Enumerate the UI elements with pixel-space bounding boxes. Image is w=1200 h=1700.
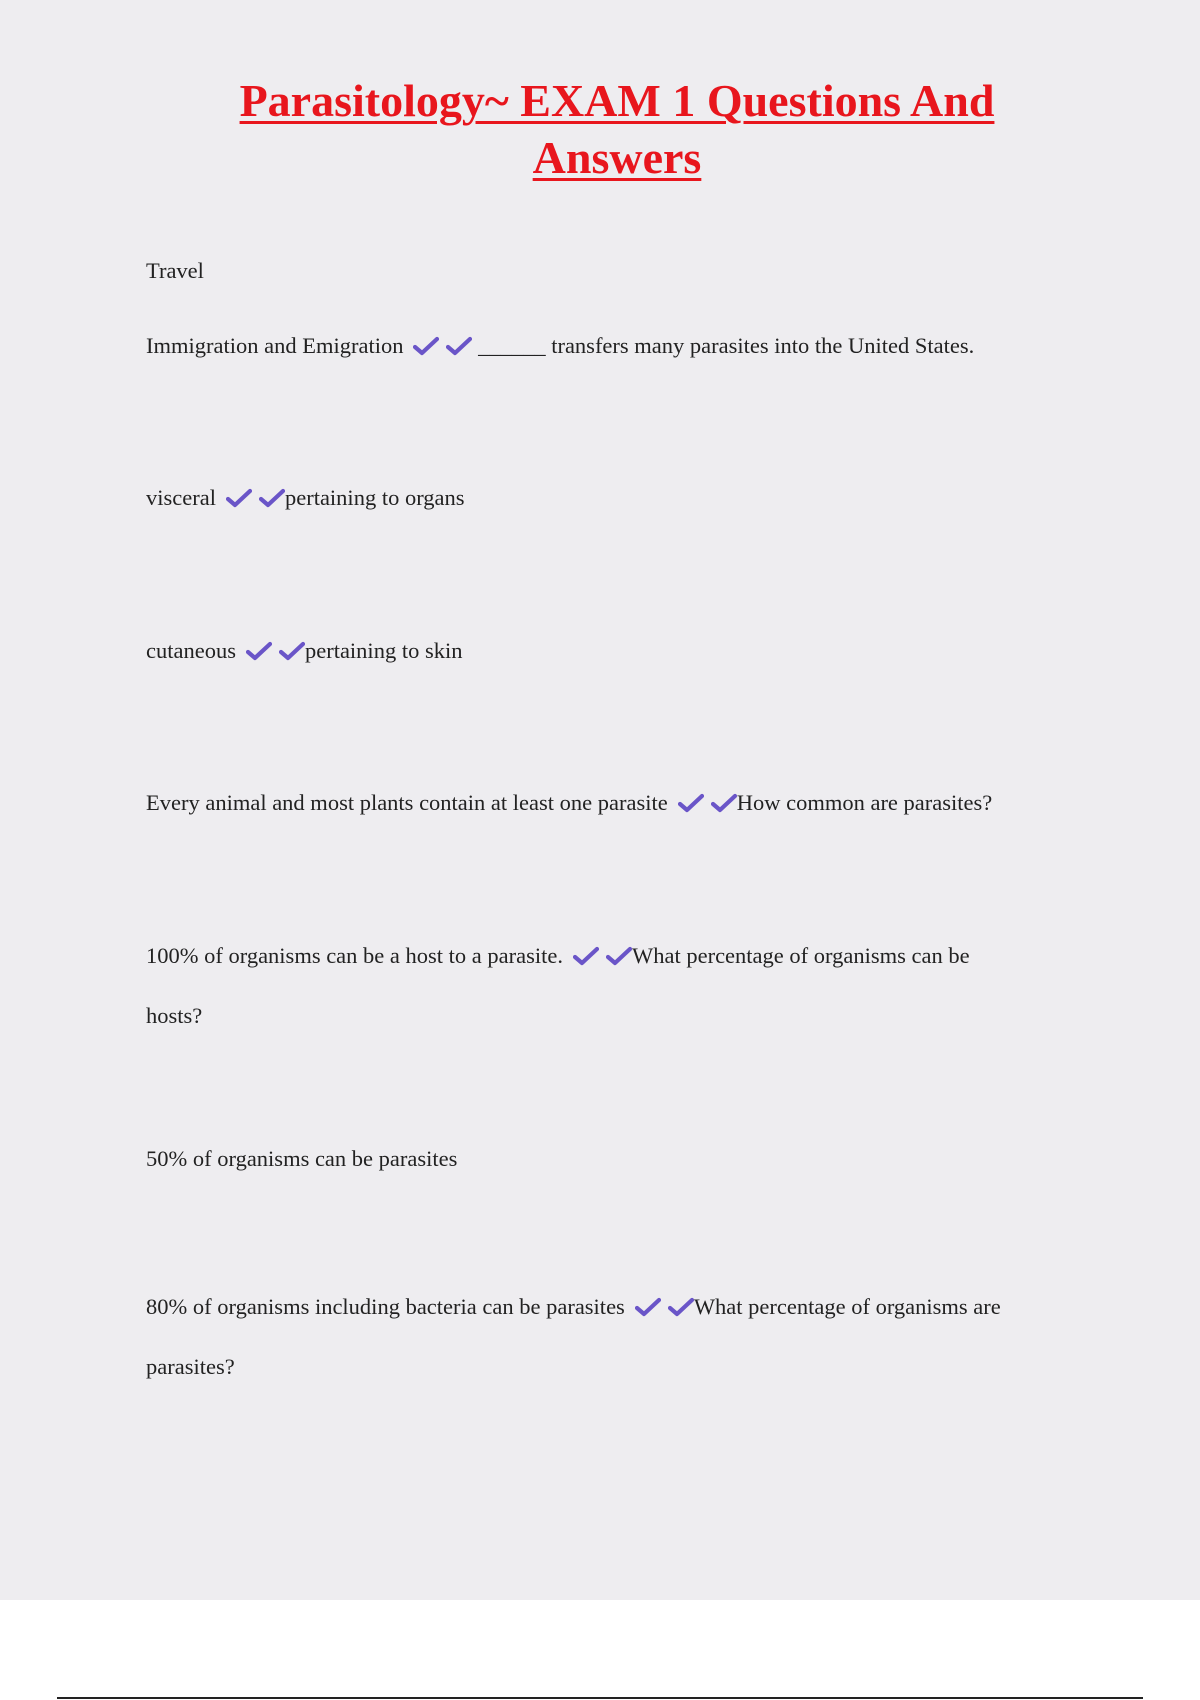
entry-question: How common are parasites? bbox=[736, 790, 993, 815]
entry-cutaneous bbox=[146, 636, 462, 666]
entry-fifty-percent bbox=[146, 1144, 457, 1174]
entry-question: ______ transfers many parasites into the United States. bbox=[478, 333, 975, 358]
document-title bbox=[0, 72, 1200, 186]
checkmark-icon bbox=[573, 946, 599, 966]
entry-answer: visceral bbox=[146, 485, 216, 510]
title-line-2: Answers bbox=[532, 132, 702, 183]
checkmark-icon bbox=[668, 1297, 694, 1317]
entry-question: What percentage of organisms are bbox=[693, 1294, 1001, 1319]
entry-question: pertaining to organs bbox=[284, 485, 465, 510]
entry-question: pertaining to skin bbox=[304, 638, 463, 663]
checkmark-icon bbox=[226, 488, 252, 508]
entry-answer: 80% of organisms including bacteria can be parasites bbox=[146, 1294, 625, 1319]
entry-text: 50% of organisms can be parasites bbox=[146, 1146, 458, 1171]
checkmark-icon bbox=[446, 336, 472, 356]
entry-hosts-continued bbox=[146, 1001, 202, 1031]
entry-parasites-percentage bbox=[146, 1292, 1001, 1322]
checkmark-icon bbox=[246, 641, 272, 661]
entry-text: Travel bbox=[146, 258, 204, 283]
entry-parasites-continued bbox=[146, 1352, 235, 1382]
checkmark-icon bbox=[259, 488, 285, 508]
checkmark-icon bbox=[279, 641, 305, 661]
entry-answer: Immigration and Emigration bbox=[146, 333, 404, 358]
entry-question: What percentage of organisms can be bbox=[631, 943, 970, 968]
entry-how-common bbox=[146, 788, 992, 818]
entry-question-continued: parasites? bbox=[146, 1354, 235, 1379]
entry-travel bbox=[146, 256, 204, 286]
checkmark-icon bbox=[606, 946, 632, 966]
checkmark-icon bbox=[635, 1297, 661, 1317]
entry-hosts bbox=[146, 941, 970, 971]
entry-visceral bbox=[146, 483, 465, 513]
checkmark-icon bbox=[678, 793, 704, 813]
entry-answer: cutaneous bbox=[146, 638, 236, 663]
title-line-1: Parasitology~ EXAM 1 Questions And bbox=[239, 75, 995, 126]
entry-question-continued: hosts? bbox=[146, 1003, 203, 1028]
checkmark-icon bbox=[413, 336, 439, 356]
entry-immigration bbox=[146, 331, 974, 361]
checkmark-icon bbox=[711, 793, 737, 813]
entry-answer: 100% of organisms can be a host to a parasite. bbox=[146, 943, 563, 968]
footer-divider bbox=[57, 1697, 1143, 1699]
entry-answer: Every animal and most plants contain at least one parasite bbox=[146, 790, 668, 815]
